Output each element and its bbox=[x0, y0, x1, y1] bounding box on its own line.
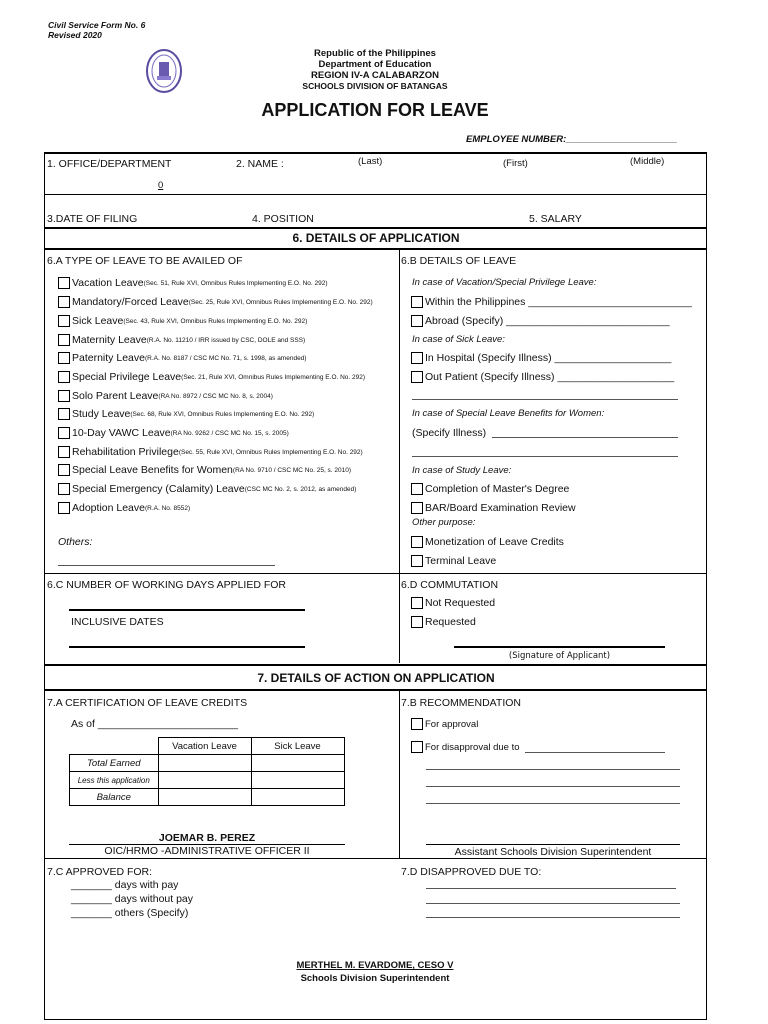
header-division: SCHOOLS DIVISION OF BATANGAS bbox=[302, 81, 448, 91]
header-department: Department of Education bbox=[318, 59, 432, 70]
leave-type-option[interactable]: Sick Leave (Sec. 43, Rule XVI, Omnibus Rules Implementing E.O. No. 292) bbox=[58, 314, 307, 328]
within-philippines-option[interactable]: Within the Philippines ____________________________ bbox=[411, 295, 692, 309]
deped-seal-logo bbox=[145, 48, 183, 94]
leave-type-option[interactable]: Maternity Leave (R.A. No. 11210 / IRR issued by CSC, DOLE and SSS) bbox=[58, 333, 305, 347]
vacation-leave-checkbox[interactable] bbox=[58, 277, 70, 289]
section-6-heading: 6. DETAILS OF APPLICATION bbox=[292, 231, 460, 245]
salary-label: 5. SALARY bbox=[529, 213, 582, 225]
section-7c-title: 7.C APPROVED FOR: bbox=[47, 866, 153, 878]
form-revision: Revised 2020 bbox=[48, 30, 102, 40]
terminal-leave-checkbox[interactable] bbox=[411, 555, 423, 567]
sick-case-heading: In case of Sick Leave: bbox=[412, 334, 505, 345]
vawc-leave-checkbox[interactable] bbox=[58, 427, 70, 439]
leave-type-option[interactable]: 10-Day VAWC Leave (RA No. 9262 / CSC MC No. 15, s. 2005) bbox=[58, 426, 289, 440]
study-leave-checkbox[interactable] bbox=[58, 408, 70, 420]
section-7d-title: 7.D DISAPPROVED DUE TO: bbox=[401, 866, 542, 878]
for-approval-checkbox[interactable] bbox=[411, 718, 423, 730]
specify-illness-line[interactable] bbox=[492, 437, 678, 438]
table-row bbox=[70, 755, 345, 772]
total-earned-vacation-cell[interactable] bbox=[158, 755, 251, 772]
section-6c-title: 6.C NUMBER OF WORKING DAYS APPLIED FOR bbox=[47, 579, 287, 591]
within-philippines-checkbox[interactable] bbox=[411, 296, 423, 308]
section-6b-title: 6.B DETAILS OF LEAVE bbox=[401, 255, 517, 267]
table-corner bbox=[70, 738, 159, 755]
leave-type-option[interactable]: Special Privilege Leave (Sec. 21, Rule XVI, Omnibus Rules Implementing E.O. No. 292) bbox=[58, 370, 365, 384]
others-input-line[interactable] bbox=[58, 565, 275, 566]
sds-name: MERTHEL M. EVARDOME, CESO V bbox=[296, 960, 454, 971]
rehabilitation-privilege-checkbox[interactable] bbox=[58, 446, 70, 458]
for-disapproval-option[interactable]: For disapproval due to bbox=[411, 740, 520, 754]
total-earned-sick-cell[interactable] bbox=[251, 755, 344, 772]
abroad-option[interactable]: Abroad (Specify) ____________________________ bbox=[411, 314, 670, 328]
disapproval-reason-line[interactable] bbox=[426, 786, 680, 787]
section-6a-title: 6.A TYPE OF LEAVE TO BE AVAILED OF bbox=[47, 255, 243, 267]
others-specify-field[interactable]: _______ others (Specify) bbox=[71, 907, 189, 919]
leave-credits-table bbox=[69, 737, 345, 806]
requested-checkbox[interactable] bbox=[411, 616, 423, 628]
special-leave-women-checkbox[interactable] bbox=[58, 464, 70, 476]
other-purpose-heading: Other purpose: bbox=[412, 517, 476, 528]
sick-leave-checkbox[interactable] bbox=[58, 315, 70, 327]
for-approval-option[interactable]: For approval bbox=[411, 717, 478, 731]
leave-type-option[interactable]: Paternity Leave (R.A. No. 8187 / CSC MC No. 71, s. 1998, as amended) bbox=[58, 351, 306, 365]
office-department-label: 1. OFFICE/DEPARTMENT bbox=[47, 158, 172, 170]
calamity-leave-checkbox[interactable] bbox=[58, 483, 70, 495]
not-requested-option[interactable]: Not Requested bbox=[411, 596, 495, 610]
date-of-filing-label: 3.DATE OF FILING bbox=[47, 213, 138, 225]
inclusive-dates-input-line[interactable] bbox=[69, 646, 305, 648]
applicant-signature-line[interactable] bbox=[454, 646, 665, 648]
monetization-option[interactable]: Monetization of Leave Credits bbox=[411, 535, 564, 549]
paternity-leave-checkbox[interactable] bbox=[58, 352, 70, 364]
disapproved-reason-line[interactable] bbox=[426, 903, 680, 904]
others-label: Others: bbox=[58, 536, 93, 548]
days-with-pay-field[interactable]: _______ days with pay bbox=[71, 879, 179, 891]
less-application-vacation-cell[interactable] bbox=[158, 772, 251, 789]
disapproval-reason-line[interactable] bbox=[426, 803, 680, 804]
first-name-caption: (First) bbox=[503, 158, 528, 169]
less-application-sick-cell[interactable] bbox=[251, 772, 344, 789]
terminal-leave-option[interactable]: Terminal Leave bbox=[411, 554, 496, 568]
total-earned-label: Total Earned bbox=[70, 755, 159, 772]
vacation-leave-column-header: Vacation Leave bbox=[158, 738, 251, 755]
asds-signature-line[interactable] bbox=[426, 844, 680, 845]
maternity-leave-checkbox[interactable] bbox=[58, 334, 70, 346]
solo-parent-leave-checkbox[interactable] bbox=[58, 390, 70, 402]
for-disapproval-checkbox[interactable] bbox=[411, 741, 423, 753]
leave-type-option[interactable]: Solo Parent Leave (RA No. 8972 / CSC MC No. 8, s. 2004) bbox=[58, 389, 273, 403]
section-7-heading: 7. DETAILS OF ACTION ON APPLICATION bbox=[257, 671, 495, 685]
name-label: 2. NAME : bbox=[236, 158, 284, 170]
monetization-checkbox[interactable] bbox=[411, 536, 423, 548]
table-row bbox=[70, 789, 345, 806]
hrmo-officer-name: JOEMAR B. PEREZ bbox=[158, 832, 256, 844]
adoption-leave-checkbox[interactable] bbox=[58, 502, 70, 514]
hrmo-officer-title: OIC/HRMO -ADMINISTRATIVE OFFICER II bbox=[104, 845, 310, 857]
sds-title: Schools Division Superintendent bbox=[300, 973, 450, 984]
working-days-input-line[interactable] bbox=[69, 609, 305, 611]
asds-title: Assistant Schools Division Superintendent bbox=[454, 846, 652, 858]
leave-type-option[interactable]: Special Leave Benefits for Women (RA No. 9710 / CSC MC No. 25, s. 2010) bbox=[58, 463, 351, 477]
leave-type-option[interactable]: Adoption Leave (R.A. No. 8552) bbox=[58, 501, 190, 515]
form-number: Civil Service Form No. 6 bbox=[48, 20, 146, 30]
table-row bbox=[70, 772, 345, 789]
last-name-caption: (Last) bbox=[358, 156, 383, 167]
masters-degree-checkbox[interactable] bbox=[411, 483, 423, 495]
as-of-field[interactable]: As of ________________________ bbox=[71, 718, 238, 730]
header-region: REGION IV-A CALABARZON bbox=[311, 70, 439, 81]
office-department-value[interactable]: 0 bbox=[158, 180, 164, 191]
bar-review-checkbox[interactable] bbox=[411, 502, 423, 514]
bar-review-option[interactable]: BAR/Board Examination Review bbox=[411, 501, 576, 515]
not-requested-checkbox[interactable] bbox=[411, 597, 423, 609]
employee-number-field[interactable]: EMPLOYEE NUMBER:_____________________ bbox=[466, 134, 678, 145]
disapproval-reason-line[interactable] bbox=[525, 752, 665, 753]
leave-type-option[interactable]: Mandatory/Forced Leave (Sec. 25, Rule XVI, Omnibus Rules Implementing E.O. No. 292) bbox=[58, 295, 373, 309]
balance-label: Balance bbox=[70, 789, 159, 806]
header-republic: Republic of the Philippines bbox=[314, 48, 436, 59]
disapproved-reason-line[interactable] bbox=[426, 917, 680, 918]
section-6d-title: 6.D COMMUTATION bbox=[401, 579, 499, 591]
position-label: 4. POSITION bbox=[252, 213, 314, 225]
leave-type-option[interactable]: Special Emergency (Calamity) Leave (CSC MC No. 2, s. 2012, as amended) bbox=[58, 482, 356, 496]
mandatory-leave-checkbox[interactable] bbox=[58, 296, 70, 308]
balance-vacation-cell[interactable] bbox=[158, 789, 251, 806]
inclusive-dates-label: INCLUSIVE DATES bbox=[71, 616, 164, 628]
section-7b-title: 7.B RECOMMENDATION bbox=[401, 697, 521, 709]
disapproval-reason-line[interactable] bbox=[426, 769, 680, 770]
requested-option[interactable]: Requested bbox=[411, 615, 476, 629]
in-hospital-option[interactable]: In Hospital (Specify Illness) ____________________ bbox=[411, 351, 671, 365]
disapproved-reason-line[interactable] bbox=[426, 888, 676, 889]
out-patient-checkbox[interactable] bbox=[411, 371, 423, 383]
specify-illness-label: (Specify Illness) bbox=[412, 427, 487, 439]
middle-name-caption: (Middle) bbox=[630, 156, 665, 167]
leave-type-option[interactable]: Study Leave (Sec. 68, Rule XVI, Omnibus Rules Implementing E.O. No. 292) bbox=[58, 407, 314, 421]
women-case-heading: In case of Special Leave Benefits for Women: bbox=[412, 408, 605, 419]
vacation-case-heading: In case of Vacation/Special Privilege Leave: bbox=[412, 277, 597, 288]
sick-leave-column-header: Sick Leave bbox=[251, 738, 344, 755]
special-privilege-leave-checkbox[interactable] bbox=[58, 371, 70, 383]
less-application-label: Less this application bbox=[70, 772, 159, 789]
section-7a-title: 7.A CERTIFICATION OF LEAVE CREDITS bbox=[47, 697, 248, 709]
in-hospital-checkbox[interactable] bbox=[411, 352, 423, 364]
balance-sick-cell[interactable] bbox=[251, 789, 344, 806]
masters-degree-option[interactable]: Completion of Master's Degree bbox=[411, 482, 569, 496]
out-patient-option[interactable]: Out Patient (Specify Illness) ____________________ bbox=[411, 370, 674, 384]
leave-type-option[interactable]: Vacation Leave (Sec. 51, Rule XVI, Omnibus Rules Implementing E.O. No. 292) bbox=[58, 276, 328, 290]
study-case-heading: In case of Study Leave: bbox=[412, 465, 512, 476]
leave-type-option[interactable]: Rehabilitation Privilege (Sec. 55, Rule XVI, Omnibus Rules Implementing E.O. No. 292) bbox=[58, 445, 363, 459]
abroad-checkbox[interactable] bbox=[411, 315, 423, 327]
applicant-signature-caption: (Signature of Applicant) bbox=[508, 651, 611, 661]
days-without-pay-field[interactable]: _______ days without pay bbox=[71, 893, 194, 905]
page-title: APPLICATION FOR LEAVE bbox=[261, 100, 489, 120]
